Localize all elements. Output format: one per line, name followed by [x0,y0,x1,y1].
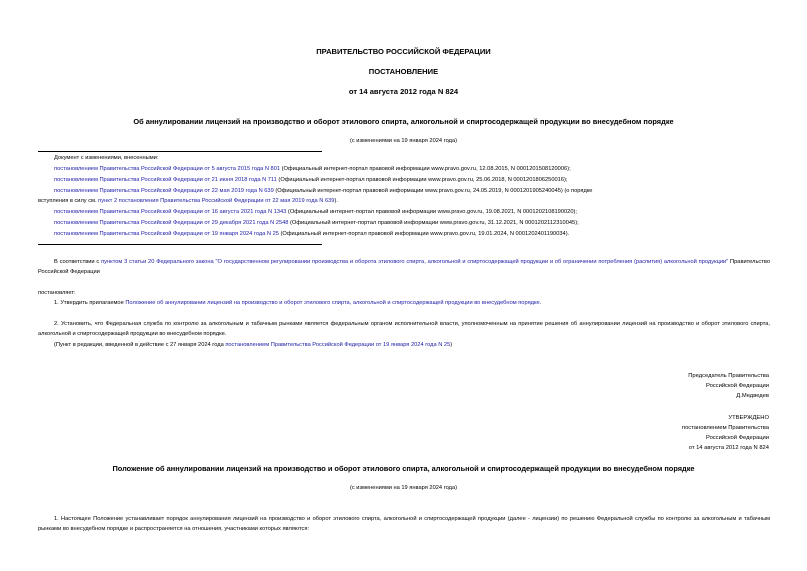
amendment-source: (Официальный интернет-портал правовой информации www.pravo.gov.ru, 19.01.2024, N 0001202401190034). [278,231,570,237]
paragraph-2: 2. Установить, что Федеральная служба по контролю за алкогольным и табачным рынками является федеральным органом исполнительной власти, уполномоченным на принятие решения об аннулировании лицензий на производство и оборот этилового спирта, алкогольной и спиртосодержащей продукции во внесудебном порядке. [38,321,770,337]
approved-label: УТВЕРЖДЕНО [728,415,769,421]
preamble-suffix: Правительство Российской Федерации [38,259,771,275]
signature-block [688,371,769,401]
resolves-text: постановляет: [38,290,76,296]
paragraph-1 [54,298,541,308]
signature-country: Российской Федерации [705,383,769,389]
government-heading: ПРАВИТЕЛЬСТВО РОССИЙСКОЙ ФЕДЕРАЦИИ [316,47,491,56]
amendment-link[interactable]: постановлением Правительства Российской Федерации от 16 августа 2021 года N 1343 [54,209,287,215]
paragraph-1-suffix: . [539,300,542,306]
approved-date: от 14 августа 2012 года N 824 [688,445,769,451]
signature-name: Д.Медведев [736,393,769,399]
amendment-source: (Официальный интернет-портал правовой информации www.pravo.gov.ru, 12.08.2015, N 0001201508120006); [280,166,571,172]
amendment-link[interactable]: постановлением Правительства Российской Федерации от 19 января 2024 года N 25 [54,231,279,237]
federal-law-link[interactable]: пунктом 3 статьи 20 Федерального закона "О государственном регулировании производства и оборота этилового спирта, алкогольной и спиртосодержащей продукции и об ограничении потребления (распития) алкогольной продукции" [101,259,729,265]
regulation-link[interactable]: Положение об аннулировании лицензий на производство и оборот этилового спирта, алкогольной и спиртосодержащей продукции во внесудебном порядке [125,300,540,306]
regulation-paragraph-1: 1. Настоящее Положение устанавливает порядок аннулирования лицензий на производство и оборот этилового спирта, алкогольной и спиртосодержащей продукции (далее - лицензии) по решению Федеральной службы по контролю за алкогольным и табачным рынками во внесудебном порядке и распространяется на отношения, участниками которых являются: [38,516,770,532]
document-title: Об аннулировании лицензий на производство и оборот этилового спирта, алкогольной и спиртосодержащей продукции во внесудебном порядке [133,117,674,126]
amendment-source: (Официальный интернет-портал правовой информации www.pravo.gov.ru, 25.06.2018, N 0001201806250016); [276,177,568,183]
preamble-prefix: В соответствии с [54,259,102,265]
amendment-source: (Официальный интернет-портал правовой информации www.pravo.gov.ru, 31.12.2021, N 0001202112310045); [288,220,579,226]
amendment-cont-prefix: вступления в силу см. [38,198,99,204]
amendment-source: (Официальный интернет-портал правовой информации www.pravo.gov.ru, 19.08.2021, N 0001202108190020); [286,209,577,215]
amendment-source: (Официальный интернет-портал правовой информации www.pravo.gov.ru, 24.05.2019, N 0001201905240045) (о порядке [273,188,593,194]
divider-top [38,151,322,152]
approved-by: постановлением Правительства [681,425,769,431]
doc-type-heading: ПОСТАНОВЛЕНИЕ [368,67,439,76]
changes-note: (с изменениями на 19 января 2024 года) [349,138,458,144]
approved-country: Российской Федерации [705,435,769,441]
amendment-link[interactable]: постановлением Правительства Российской Федерации от 21 июня 2018 года N 711 [54,177,277,183]
amendment-link[interactable]: постановлением Правительства Российской Федерации от 22 мая 2019 года N 639 [54,188,274,194]
regulation-changes-note: (с изменениями на 19 января 2024 года) [349,485,458,491]
amendment-cont-suffix: ). [334,198,338,204]
amendment-link[interactable]: постановлением Правительства Российской Федерации от 5 августа 2015 года N 801 [54,166,281,172]
amendment-cont-link[interactable]: пункт 2 постановления Правительства Российской Федерации от 22 мая 2019 года N 639 [98,198,335,204]
amendment-item [54,186,592,196]
amendment-item-continuation [38,196,338,206]
paragraph-2-note-suffix: ) [450,342,453,348]
paragraph-2-note [54,340,452,350]
amendment-item [54,229,569,239]
signature-title: Председатель Правительства [688,373,769,379]
paragraph-2-note-prefix: (Пункт в редакции, введенной в действие с 27 января 2024 года [54,342,226,348]
amending-resolution-link[interactable]: постановлением Правительства Российской Федерации от 19 января 2024 года N 25 [225,342,451,348]
amendment-item [54,175,567,185]
regulation-title: Положение об аннулировании лицензий на производство и оборот этилового спирта, алкогольной и спиртосодержащей продукции во внесудебном порядке [112,464,695,473]
amendments-intro: Документ с изменениями, внесенными: [54,155,159,161]
divider-bottom [38,244,322,245]
preamble [38,257,770,277]
amendment-item [54,218,579,228]
amendment-link[interactable]: постановлением Правительства Российской Федерации от 29 декабря 2021 года N 2548 [54,220,289,226]
paragraph-1-prefix: 1. Утвердить прилагаемое [54,300,126,306]
doc-date-number: от 14 августа 2012 года N 824 [348,87,459,96]
amendment-item [54,164,571,174]
approved-block [682,413,769,453]
amendment-item [54,207,577,217]
